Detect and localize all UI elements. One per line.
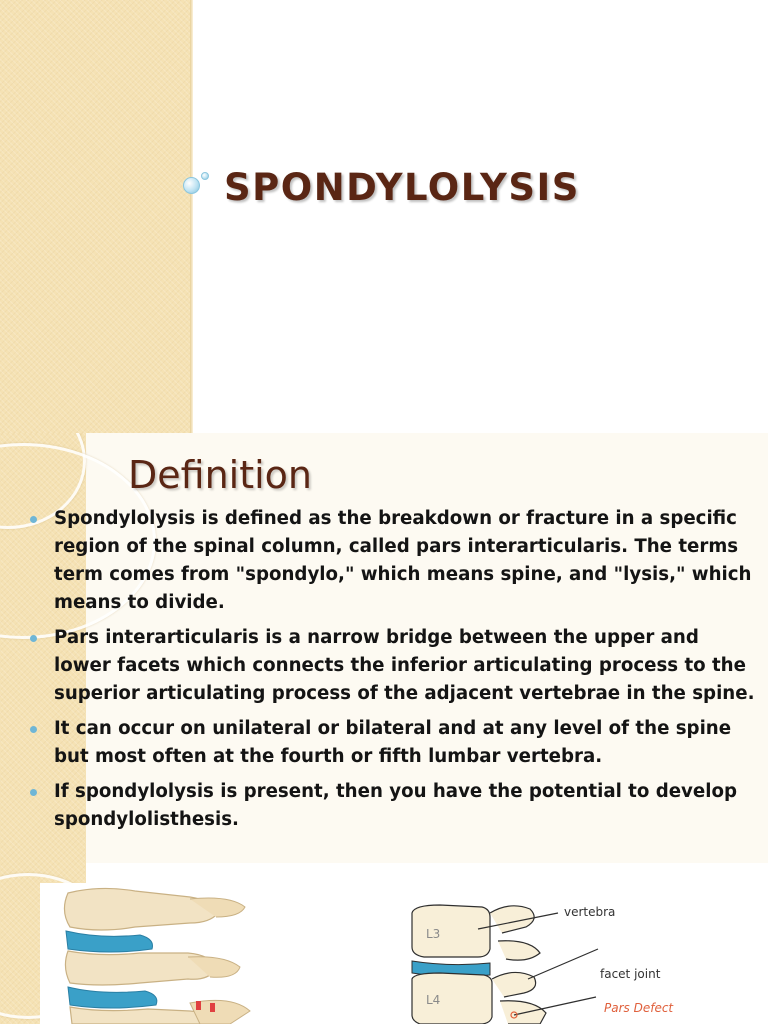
label-vertebra: vertebra — [564, 905, 616, 919]
list-item — [30, 505, 755, 617]
bubble-decoration-small — [201, 172, 209, 180]
stripe-edge — [190, 0, 193, 433]
lumbar-diagram — [390, 883, 720, 1024]
title-slide — [0, 0, 768, 433]
slide-title: SPONDYLOLYSIS — [224, 166, 580, 209]
slide-heading: Definition — [128, 453, 313, 497]
bullet-dot-icon — [30, 789, 37, 796]
bullet-text: Pars interarticularis is a narrow bridge between the upper and lower facets which connects the inferior articulating process to the superior articulating process of the adjacent vertebrae in the spine. — [54, 627, 755, 704]
bullet-list — [30, 505, 755, 841]
label-l3: L3 — [426, 927, 441, 941]
list-item — [30, 624, 755, 708]
label-l4: L4 — [426, 993, 441, 1007]
label-pars-defect: Pars Defect — [604, 1001, 674, 1015]
bullet-text: Spondylolysis is defined as the breakdown or fracture in a specific region of the spinal column, called pars interarticularis. The terms term comes from "spondylo," which means spine, and "lysis," which means to divide. — [54, 508, 752, 613]
bullet-dot-icon — [30, 516, 37, 523]
bullet-text: It can occur on unilateral or bilateral and at any level of the spine but most often at the fourth or fifth lumbar vertebra. — [54, 718, 732, 767]
label-facet-joint: facet joint — [600, 967, 661, 981]
list-item — [30, 715, 755, 771]
bullet-dot-icon — [30, 635, 37, 642]
spine-illustration — [40, 883, 330, 1024]
list-item — [30, 778, 755, 834]
spine-illustration-svg — [40, 883, 330, 1024]
bullet-dot-icon — [30, 726, 37, 733]
bubble-decoration-large — [183, 177, 200, 194]
decorative-stripe — [0, 0, 190, 433]
definition-slide — [0, 433, 768, 1024]
bullet-text: If spondylolysis is present, then you have the potential to develop spondylolisthesis. — [54, 781, 737, 830]
